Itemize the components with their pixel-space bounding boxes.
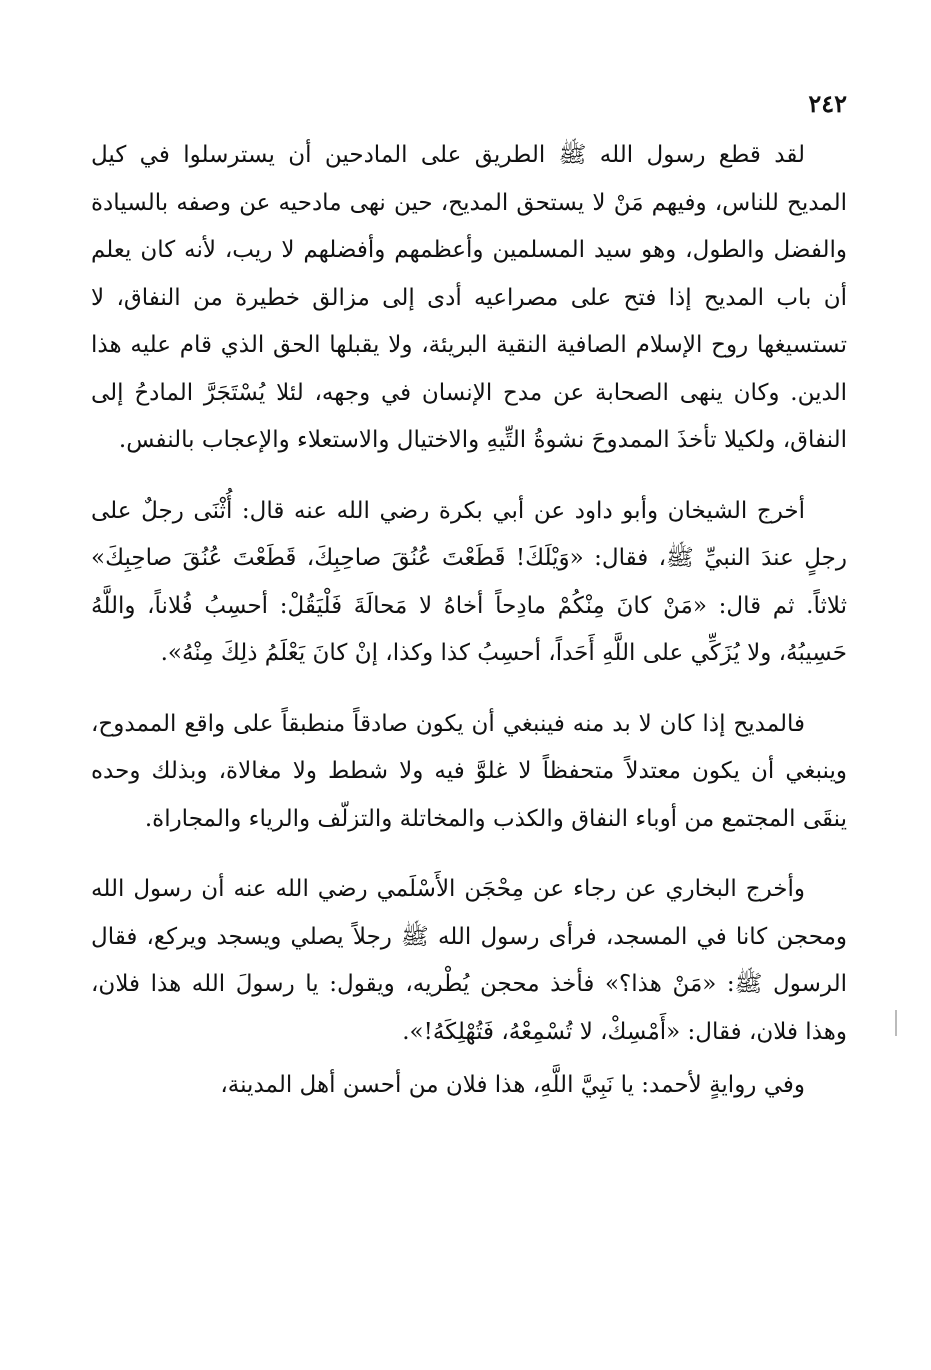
page-number: ٢٤٢ xyxy=(808,89,847,118)
paragraph-3: فالمديح إذا كان لا بد منه فينبغي أن يكون صادقاً منطبقاً على واقع الممدوح، وينبغي أن يكون معتدلاً متحفظاً لا غلوَّ فيه ولا شطط ولا مغالاة، وبذلك وحده ينقَى المجتمع من أوباء النفاق والكذب والمخاتلة والتزلّف والرياء والمجاراة. xyxy=(91,710,847,832)
paragraph-2: أخرج الشيخان وأبو داود عن أبي بكرة رضي الله عنه قال: أُثْنَى رجلٌ على رجلٍ عندَ النبيِّ ﷺ، فقال: «وَيْلَكَ! قَطَعْتَ عُنُقَ صاحِبِكَ، قَطَعْتَ عُنُقَ صاحِبِكَ» ثلاثاً. ثم قال: «مَنْ كانَ مِنْكُمْ مادِحاً أخاهُ لا مَحالَةَ فَلْيَقُلْ: أحسِبُ فُلاناً، واللَّهُ حَسِيبُهُ، ولا يُزَكِّي على اللَّهِ أَحَداً، أحسِبُ كذا وكذا، إنْ كانَ يَعْلَمُ ذلِكَ مِنْهُ». xyxy=(91,497,847,666)
paragraph-4: وأخرج البخاري عن رجاء عن مِحْجَن الأَسْلَمي رضي الله عنه أن رسول الله ومحجن كانا في المسجد، فرأى رسول الله ﷺ رجلاً يصلي ويسجد ويركع، فقال الرسول ﷺ: «مَنْ هذا؟» فأخذ محجن يُطْريه، ويقول: يا رسولَ الله هذا فلان، وهذا فلان، فقال: «أَمْسِكْ، لا تُسْمِعْهُ، فَتُهْلِكَهُ!». xyxy=(91,876,847,1045)
page-body xyxy=(91,132,847,1110)
paragraph-5: وفي روايةٍ لأحمد: يا نَبِيَّ اللَّهِ، هذا فلان من أحسن أهل المدينة، xyxy=(220,1072,805,1098)
paragraph-1: لقد قطع رسول الله ﷺ الطريق على المادحين أن يسترسلوا في كيل المديح للناس، وفيهم مَنْ لا يستحق المديح، حين نهى مادحيه عن وصفه بالسيادة والفضل والطول، وهو سيد المسلمين وأعظمهم وأفضلهم لا ريب، لأنه كان يعلم أن باب المديح إذا فتح على مصراعيه أدى إلى مزالق خطيرة من النفاق، لا تستسيغها روح الإسلام الصافية النقية البريئة، ولا يقبلها الحق الذي قام عليه هذا الدين. وكان ينهى الصحابة عن مدح الإنسان في وجهه، لئلا يُسْتَجَرَّ المادحُ إلى النفاق، ولكيلا تأخذَ الممدوحَ نشوةُ التِّيهِ والاختيال والاستعلاء والإعجاب بالنفس. xyxy=(91,142,847,453)
scan-edge-mark xyxy=(895,1010,897,1036)
